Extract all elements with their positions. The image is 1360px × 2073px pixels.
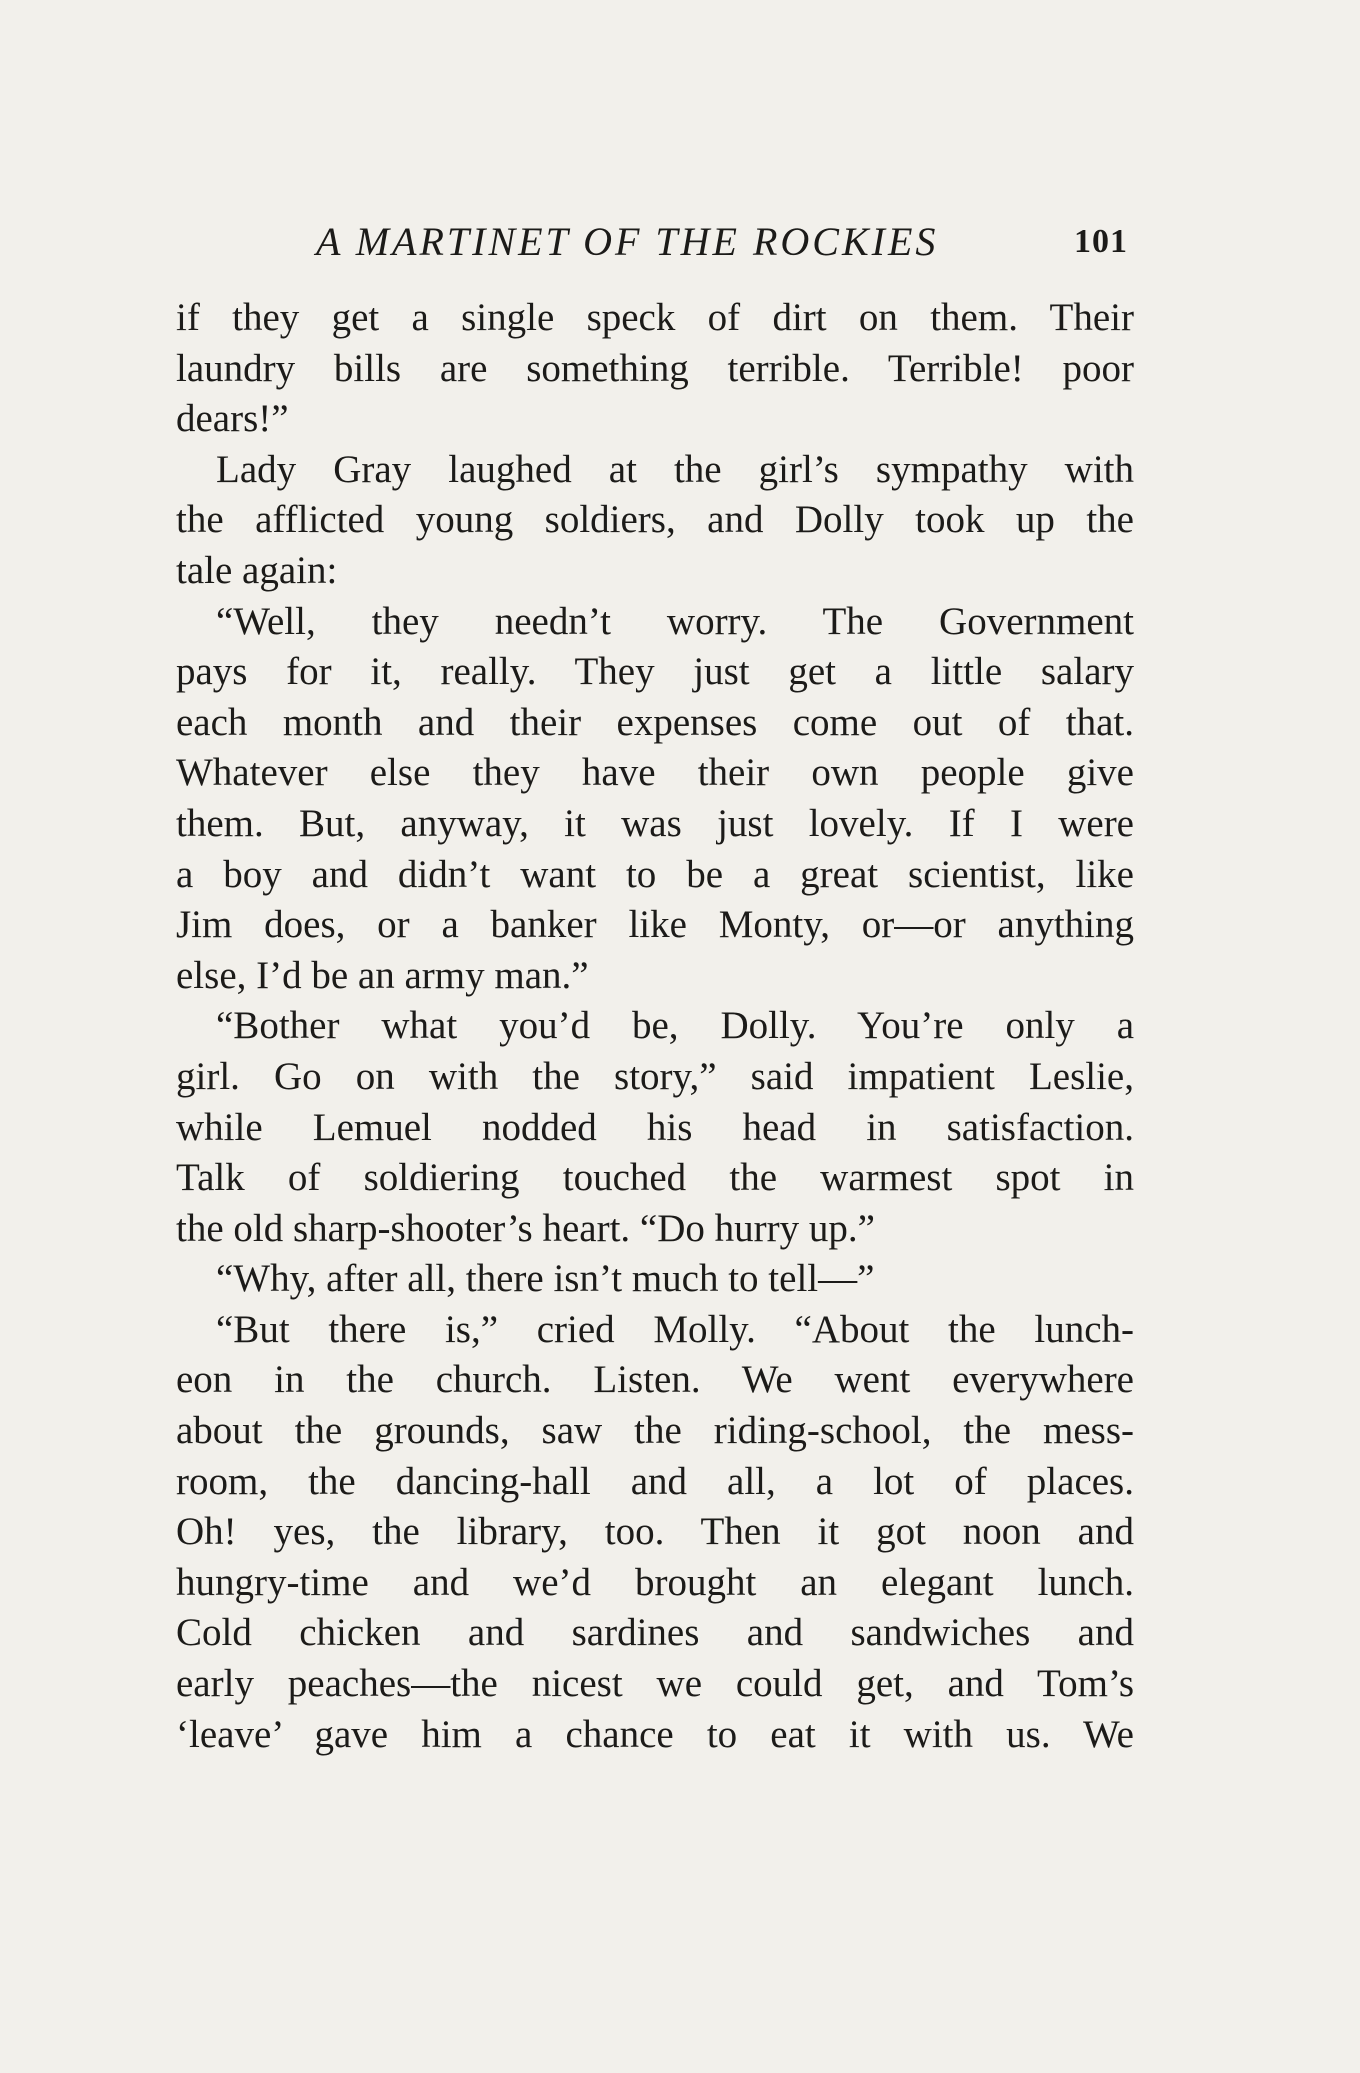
- text-line: “Bother what you’d be, Dolly. You’re only a: [216, 1004, 1134, 1048]
- body-text: [176, 293, 1134, 1760]
- text-line: Lady Gray laughed at the girl’s sympathy with: [216, 447, 1134, 491]
- text-line: a boy and didn’t want to be a great scientist, like: [176, 852, 1134, 896]
- text-line: tale again:: [176, 548, 338, 592]
- text-line: Oh! yes, the library, too. Then it got noon and: [176, 1510, 1134, 1554]
- text-line: “Why, after all, there isn’t much to tell—”: [216, 1257, 875, 1301]
- text-line: if they get a single speck of dirt on them. Their: [176, 296, 1134, 339]
- text-line: Whatever else they have their own people give: [176, 751, 1134, 795]
- text-line: laundry bills are something terrible. Terrible! poor: [176, 346, 1134, 390]
- text-line: “But there is,” cried Molly. “About the lunch-: [216, 1307, 1134, 1351]
- text-line: eon in the church. Listen. We went everywhere: [176, 1358, 1134, 1402]
- text-line: them. But, anyway, it was just lovely. If I were: [176, 801, 1134, 845]
- text-line: Cold chicken and sardines and sandwiches and: [176, 1611, 1134, 1655]
- text-line: early peaches—the nicest we could get, and Tom’s: [176, 1662, 1134, 1706]
- running-head: [176, 212, 1136, 272]
- text-line: Jim does, or a banker like Monty, or—or anything: [176, 903, 1134, 947]
- text-line: about the grounds, saw the riding-school, the mess-: [176, 1409, 1134, 1453]
- text-line: the afflicted young soldiers, and Dolly took up the: [176, 498, 1134, 542]
- text-line: ‘leave’ gave him a chance to eat it with us. We: [176, 1712, 1134, 1756]
- text-line: Talk of soldiering touched the warmest spot in: [176, 1156, 1134, 1200]
- text-line: each month and their expenses come out of that.: [176, 700, 1134, 744]
- text-line: dears!”: [176, 397, 289, 441]
- running-title: A MARTINET OF THE ROCKIES: [316, 219, 939, 264]
- text-line: hungry-time and we’d brought an elegant lunch.: [176, 1560, 1134, 1604]
- text-line: room, the dancing-hall and all, a lot of places.: [176, 1459, 1134, 1503]
- text-line: the old sharp-shooter’s heart. “Do hurry up.”: [176, 1206, 875, 1250]
- text-line: else, I’d be an army man.”: [176, 953, 589, 997]
- page-number: 101: [1074, 223, 1128, 260]
- text-line: pays for it, really. They just get a little salary: [176, 650, 1134, 694]
- text-line: “Well, they needn’t worry. The Government: [216, 599, 1134, 643]
- text-line: girl. Go on with the story,” said impatient Leslie,: [176, 1054, 1134, 1098]
- text-line: while Lemuel nodded his head in satisfaction.: [176, 1105, 1134, 1149]
